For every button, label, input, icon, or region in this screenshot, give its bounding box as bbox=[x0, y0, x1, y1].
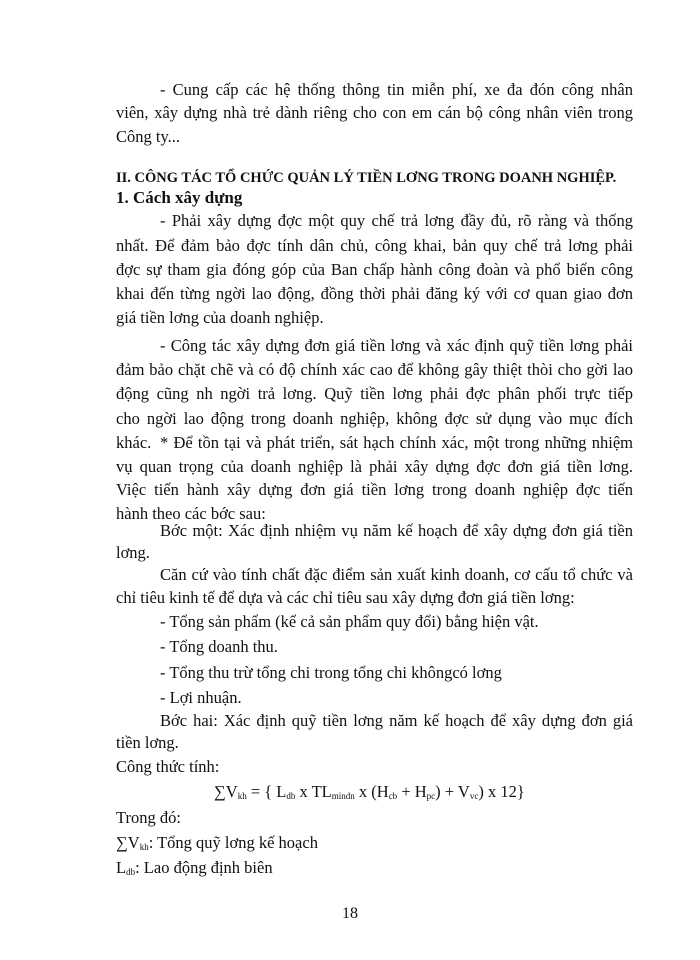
formula-sub: mindn bbox=[331, 791, 355, 801]
def-symbol: L bbox=[116, 858, 127, 877]
p4-line-0: * Để tồn tại và phát triển, sát hạch chính xác, một trong những nhiệm bbox=[160, 433, 633, 452]
formula-sub: cb bbox=[388, 791, 398, 801]
p6-line-0: Căn cứ vào tính chất đặc điểm sản xuất kinh doanh, cơ cấu tổ chức và bbox=[160, 565, 633, 584]
def-text: : Tổng quỹ lơng kế hoạch bbox=[148, 833, 318, 852]
p5-line-1: lơng. bbox=[116, 543, 150, 562]
p1-line-2: Công ty... bbox=[116, 127, 181, 146]
p6-line-1: chỉ tiêu kinh tế để dựa và các chỉ tiêu sau xây dựng đơn giá tiền lơng: bbox=[116, 588, 575, 607]
p4-line-3: hành theo các bớc sau: bbox=[116, 504, 266, 523]
p2-line-3: khai đến từng ngời lao động, đồng thời phải đăng ký với cơ quan giao đơn bbox=[116, 284, 633, 303]
p4-line-1: vụ quan trọng của doanh nghiệp là phải xây dựng đợc đơn giá tiền lơng. bbox=[116, 457, 633, 476]
formula-sub: kh bbox=[237, 791, 247, 801]
p1-line-0: - Cung cấp các hệ thống thông tin miễn phí, xe đa đón công nhân bbox=[160, 80, 633, 99]
formula-part: + H bbox=[397, 782, 427, 801]
p3-line-1: đảm bảo chặt chẽ và có độ chính xác cao để không gây thiệt thòi cho gời lao bbox=[116, 360, 633, 379]
p5-line-0: Bớc một: Xác định nhiệm vụ năm kế hoạch để xây dựng đơn giá tiền bbox=[160, 521, 633, 540]
formula-part: x TL bbox=[295, 782, 332, 801]
formula-sub: db bbox=[286, 791, 296, 801]
p4-line-2: Việc tiến hành xây dựng đơn giá tiền lơng trong doanh nghiệp đợc tiến bbox=[116, 480, 633, 499]
def-text: : Lao động định biên bbox=[135, 858, 273, 877]
formula-part: ) + V bbox=[435, 782, 470, 801]
p3-line-0: - Công tác xây dựng đơn giá tiền lơng và xác định quỹ tiền lơng phải bbox=[160, 336, 633, 355]
formula-sub: vc bbox=[469, 791, 479, 801]
p3-line-2: động cũng nh ngời trả lơng. Quỹ tiền lơng phải đợc phân phối trực tiếp bbox=[116, 384, 633, 403]
formula-part: = { L bbox=[246, 782, 287, 801]
def-sub: kh bbox=[139, 842, 149, 852]
p2-line-0: - Phải xây dựng đợc một quy chế trả lơng đầy đủ, rõ ràng và thống bbox=[160, 211, 633, 230]
p1-line-1: viên, xây dựng nhà trẻ dành riêng cho con em cán bộ công nhân viên trong bbox=[116, 103, 633, 122]
bullet-item: - Tổng sản phẩm (kể cả sản phẩm quy đổi) bằng hiện vật. bbox=[160, 612, 539, 631]
bullet-item: - Tổng doanh thu. bbox=[160, 637, 278, 656]
section-heading: II. CÔNG TÁC TỔ CHỨC QUẢN LÝ TIỀN LƠNG TRONG DOANH NGHIỆP. bbox=[116, 170, 617, 186]
p2-line-2: đợc sự tham gia đóng góp của Ban chấp hành công đoàn và phổ biến công bbox=[116, 260, 633, 279]
formula bbox=[214, 782, 700, 806]
def-sub: db bbox=[126, 867, 136, 877]
formula-label: Công thức tính: bbox=[116, 757, 220, 776]
p3-line-4: khác. bbox=[116, 433, 152, 452]
formula-part: ) x 12} bbox=[478, 782, 525, 801]
p7-line-1: tiền lơng. bbox=[116, 733, 179, 752]
definition-item bbox=[116, 858, 633, 882]
p7-line-0: Bớc hai: Xác định quỹ tiền lơng năm kế hoạch để xây dựng đơn giá bbox=[160, 711, 633, 730]
definition-item bbox=[116, 833, 633, 857]
p2-line-1: nhất. Để đảm bảo đợc tính dân chủ, công khai, bản quy chế trả lơng phải bbox=[116, 236, 633, 255]
formula-part: ∑V bbox=[214, 782, 238, 801]
subsection-heading: 1. Cách xây dựng bbox=[116, 188, 243, 207]
p2-line-4: giá tiền lơng của doanh nghiệp. bbox=[116, 308, 324, 327]
page-number: 18 bbox=[342, 905, 358, 922]
def-symbol: ∑V bbox=[116, 833, 140, 852]
bullet-item: - Tổng thu trừ tổng chi trong tổng chi khôngcó lơng bbox=[160, 663, 502, 682]
where-label: Trong đó: bbox=[116, 808, 181, 827]
formula-part: x (H bbox=[354, 782, 389, 801]
bullet-item: - Lợi nhuận. bbox=[160, 688, 242, 707]
p3-line-3: cho ngời lao động trong doanh nghiệp, không đợc sử dụng vào mục đích bbox=[116, 409, 633, 428]
formula-sub: pc bbox=[426, 791, 436, 801]
